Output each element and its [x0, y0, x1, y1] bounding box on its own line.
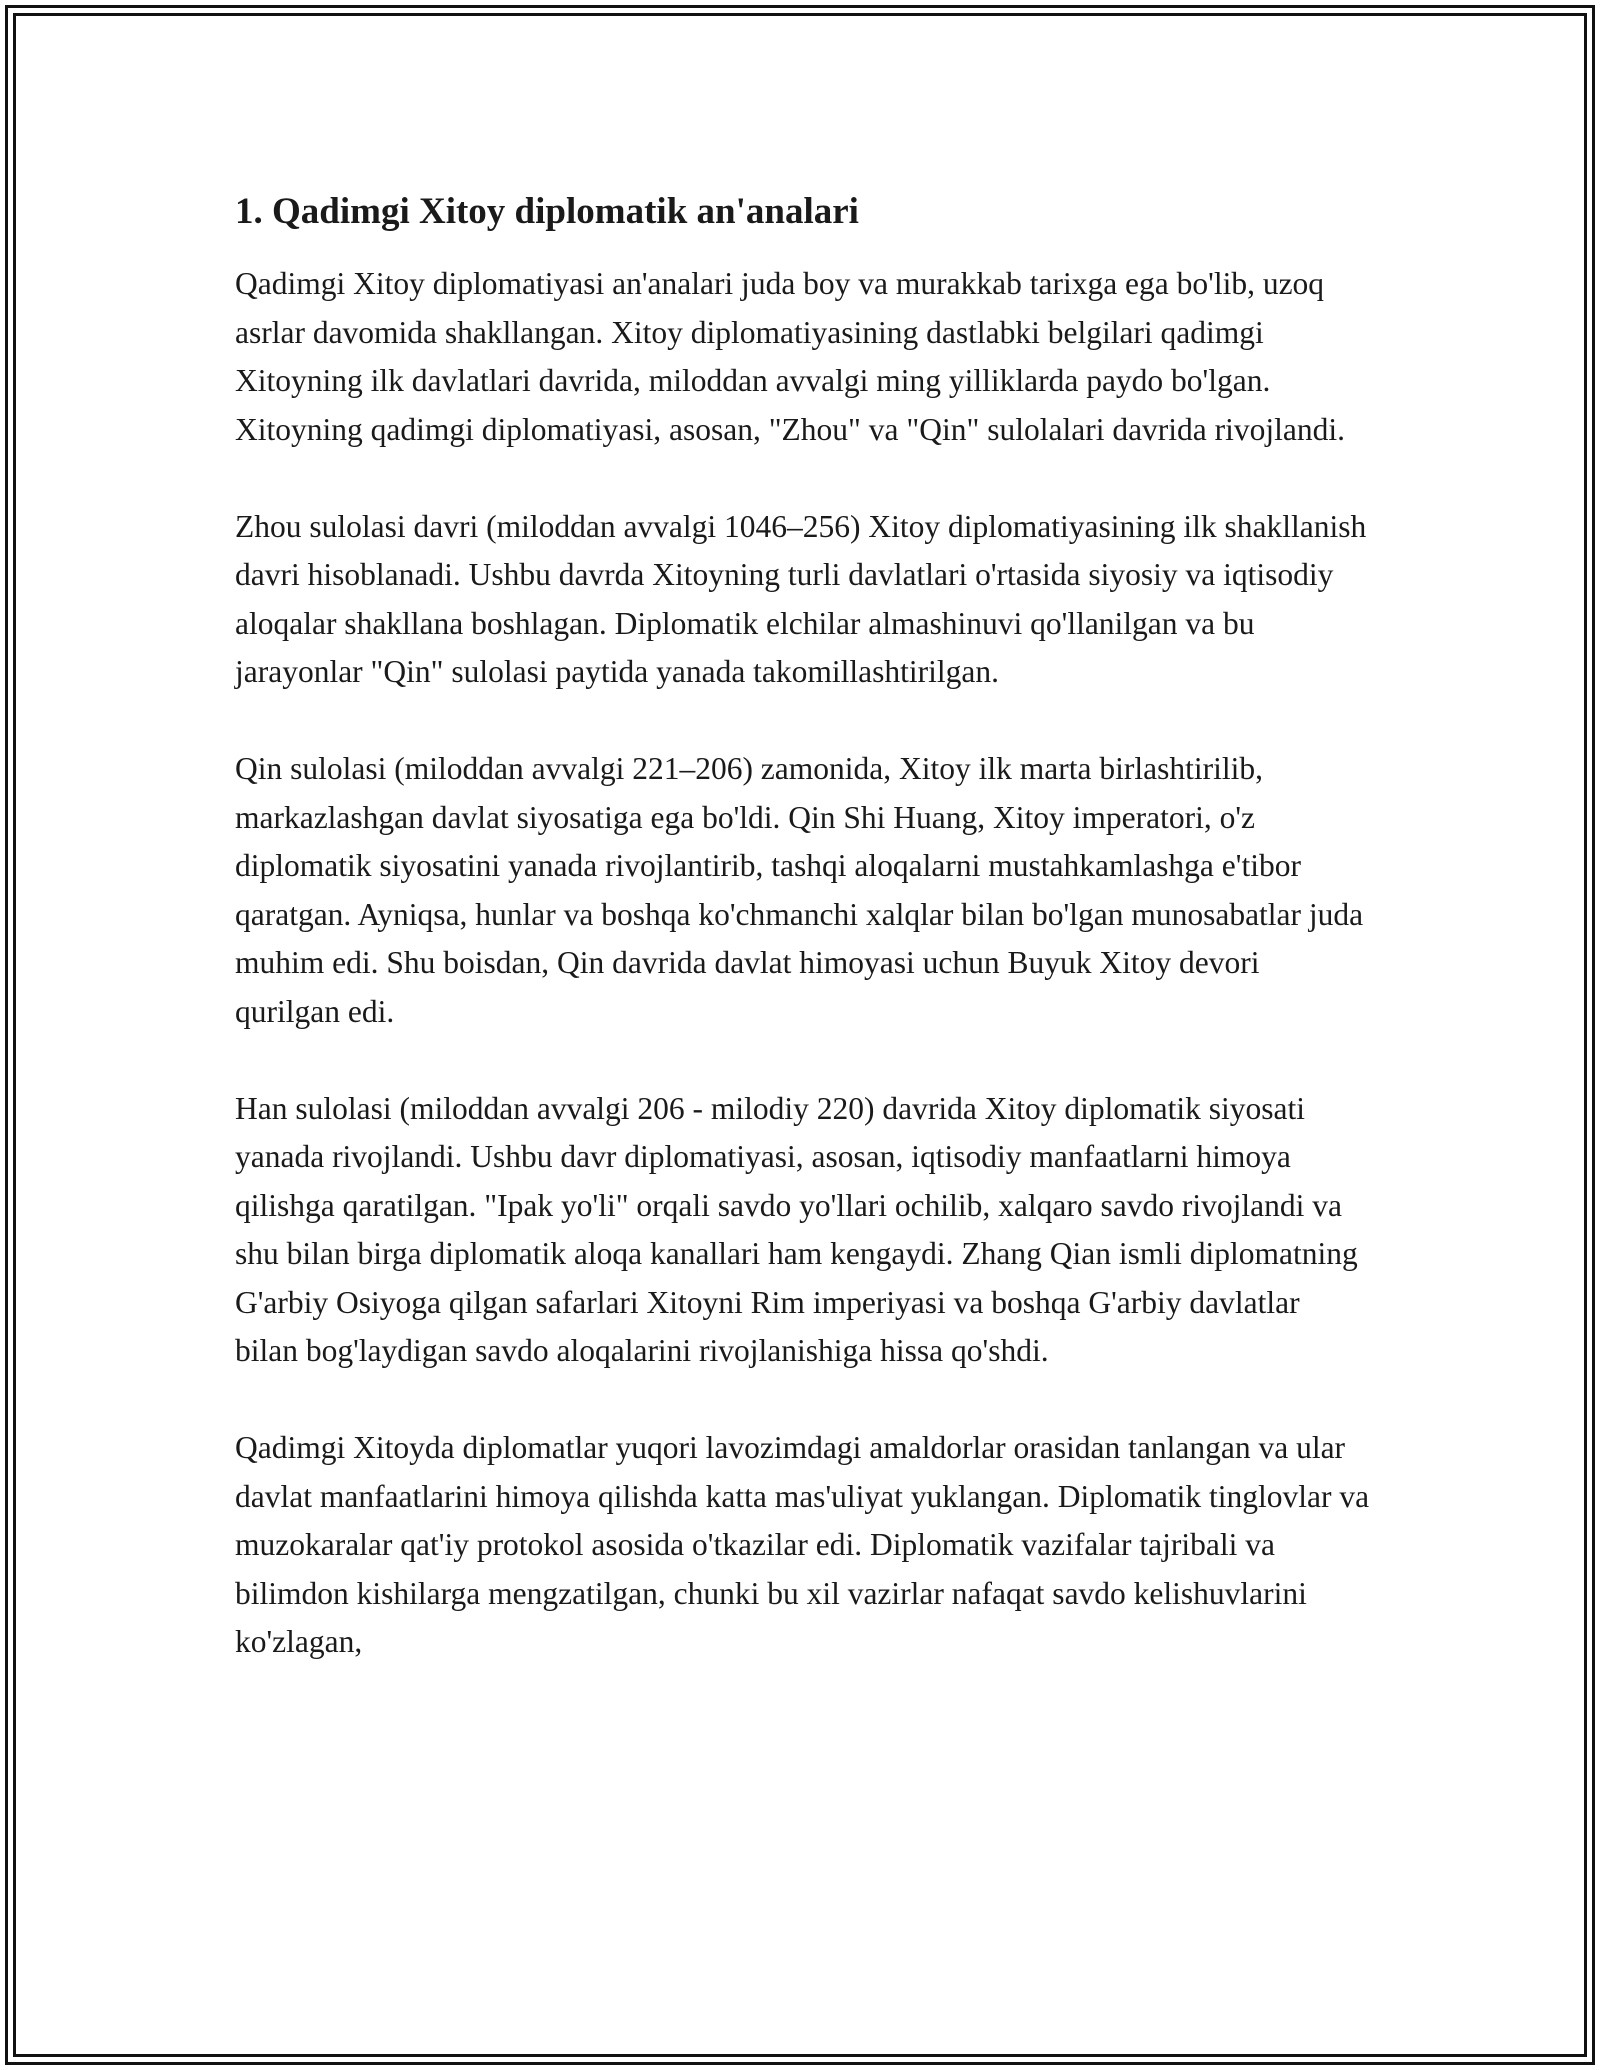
paragraph-zhou: Zhou sulolasi davri (miloddan avvalgi 1046–256) Xitoy diplomatiyasining ilk shakllanish davri hisoblanadi. Ushbu davrda Xitoyning turli davlatlari o'rtasida siyosiy va iqtisodiy aloqalar shakllana boshlagan. Diplomatik elchilar almashinuvi qo'llanilgan va bu jarayonlar "Qin" sulolasi paytida yanada takomillashtirilgan.	[235, 508, 1367, 689]
document-body	[235, 188, 1370, 1667]
paragraph-intro: Qadimgi Xitoy diplomatiyasi an'analari juda boy va murakkab tarixga ega bo'lib, uzoq asrlar davomida shakllangan. Xitoy diplomatiyasining dastlabki belgilari qadimgi Xitoyning ilk davlatlari davrida, miloddan avvalgi ming yilliklarda paydo bo'lgan. Xitoyning qadimgi diplomatiyasi, asosan, "Zhou" va "Qin" sulolalari davrida rivojlandi.	[235, 266, 1346, 447]
paragraph-qin: Qin sulolasi (miloddan avvalgi 221–206) zamonida, Xitoy ilk marta birlashtirilib, markazlashgan davlat siyosatiga ega bo'ldi. Qin Shi Huang, Xitoy imperatori, o'z diplomatik siyosatini yanada rivojlantirib, tashqi aloqalarni mustahkamlashga e'tibor qaratgan. Ayniqsa, hunlar va boshqa ko'chmanchi xalqlar bilan bo'lgan munosabatlar juda muhim edi. Shu boisdan, Qin davrida davlat himoyasi uchun Buyuk Xitoy devori qurilgan edi.	[235, 751, 1364, 1029]
paragraph-han: Han sulolasi (miloddan avvalgi 206 - milodiy 220) davrida Xitoy diplomatik siyosati yanada rivojlandi. Ushbu davr diplomatiyasi, asosan, iqtisodiy manfaatlarni himoya qilishga qaratilgan. "Ipak yo'li" orqali savdo yo'llari ochilib, xalqaro savdo rivojlandi va shu bilan birga diplomatik aloqa kanallari ham kengaydi. Zhang Qian ismli diplomatning G'arbiy Osiyoga qilgan safarlari Xitoyni Rim imperiyasi va boshqa G'arbiy davlatlar bilan bog'laydigan savdo aloqalarini rivojlanishiga hissa qo'shdi.	[235, 1090, 1358, 1368]
section-heading: 1. Qadimgi Xitoy diplomatik an'analari	[235, 191, 859, 232]
paragraph-diplomats: Qadimgi Xitoyda diplomatlar yuqori lavozimdagi amaldorlar orasidan tanlangan va ular davlat manfaatlarini himoya qilishda katta mas'uliyat yuklangan. Diplomatik tinglovlar va muzokaralar qat'iy protokol asosida o'tkazilar edi. Diplomatik vazifalar tajribali va bilimdon kishilarga mengzatilgan, chunki bu xil vazirlar nafaqat savdo kelishuvlarini ko'zlagan,	[235, 1430, 1370, 1659]
